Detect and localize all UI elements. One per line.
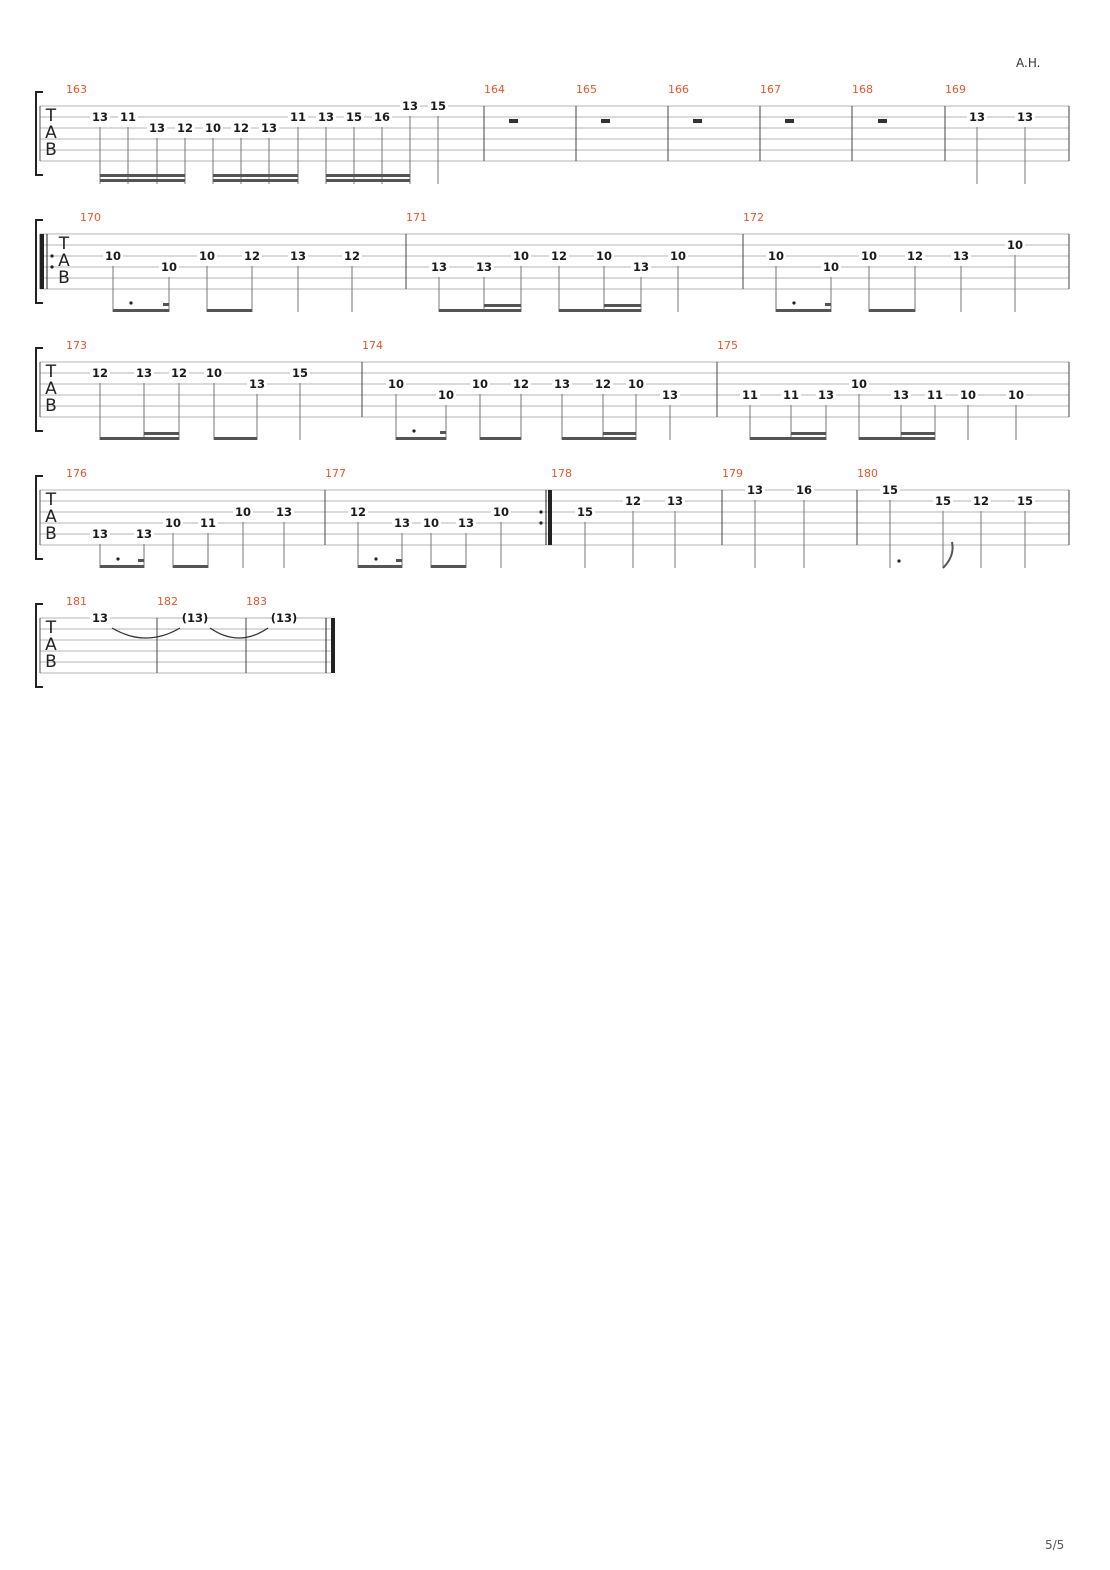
fret-number: 12 [176,121,194,135]
beam [100,565,144,568]
tab-clef-letter: A [45,379,57,399]
fret-number: 15 [1016,494,1034,508]
fret-number: 10 [767,249,785,263]
beam [603,437,636,440]
measure-number: 181 [66,595,87,608]
dotted-note-dot [374,557,377,560]
fret-number: 13 [260,121,278,135]
beam [604,304,641,307]
final-thick-bar [331,618,335,673]
fret-number: 13 [401,99,419,113]
fret-number: 10 [471,377,489,391]
fret-number: 11 [199,516,217,530]
beam [173,565,208,568]
beam-stub [138,559,144,562]
tab-clef-letter: A [45,123,57,143]
measure-number: 176 [66,467,87,480]
fret-number: 11 [119,110,137,124]
fret-number: 15 [934,494,952,508]
measure-number: 170 [80,211,101,224]
beam [144,432,179,435]
fret-number: 10 [164,516,182,530]
fret-number: 13 [317,110,335,124]
tab-clef-letter: T [45,106,57,126]
repeat-dot [539,521,542,524]
fret-number: 12 [343,249,361,263]
measure-number: 180 [857,467,878,480]
fret-number: 13 [135,366,153,380]
beam [604,309,641,312]
beam-stub [396,559,402,562]
fret-number: 10 [437,388,455,402]
repeat-dot [50,254,53,257]
fret-number: 10 [595,249,613,263]
fret-number: 12 [170,366,188,380]
tab-clef-letter: B [45,396,57,416]
fret-number: 12 [232,121,250,135]
measure-number: 177 [325,467,346,480]
beam [326,174,410,177]
tab-clef-letter: T [45,618,57,638]
dotted-note-dot [412,429,415,432]
fret-number: 11 [782,388,800,402]
beam [113,309,169,312]
fret-number: 11 [289,110,307,124]
beam [214,437,257,440]
whole-rest [601,119,610,123]
tab-clef-letter: T [45,362,57,382]
beam [100,174,185,177]
fret-number: 10 [512,249,530,263]
repeat-end-thick-bar [548,490,552,545]
repeat-start-thick-bar [40,234,44,289]
fret-number: 13 [430,260,448,274]
whole-rest [509,119,518,123]
fret-number: 16 [373,110,391,124]
tab-clef-letter: B [45,140,57,160]
tab-clef-letter: B [45,524,57,544]
measure-number: 164 [484,83,505,96]
repeat-dot [50,265,53,268]
tab-clef-letter: B [58,268,70,288]
fret-number: 12 [906,249,924,263]
fret-number: 15 [881,483,899,497]
beam [484,309,521,312]
fret-number: 13 [135,527,153,541]
dotted-note-dot [897,559,900,562]
fret-number: 13 [475,260,493,274]
measure-number: 179 [722,467,743,480]
beam [791,432,826,435]
beam [213,179,298,182]
fret-number: 11 [926,388,944,402]
fret-number: 10 [492,505,510,519]
measure-number: 163 [66,83,87,96]
tab-clef-letter: B [45,652,57,672]
whole-rest [693,119,702,123]
fret-number: 13 [952,249,970,263]
fret-number: 12 [91,366,109,380]
fret-number: 13 [248,377,266,391]
fret-number: 13 [91,527,109,541]
fret-number: 13 [817,388,835,402]
beam [144,437,179,440]
fret-number: 13 [289,249,307,263]
beam [484,304,521,307]
fret-number: 12 [624,494,642,508]
fret-number: 13 [632,260,650,274]
beam [326,179,410,182]
beam [396,437,446,440]
fret-number: 15 [345,110,363,124]
fret-number: 10 [204,121,222,135]
fret-number: 13 [746,483,764,497]
fret-number: 13 [457,516,475,530]
fret-number: 13 [91,611,109,625]
measure-number: 183 [246,595,267,608]
fret-number: 12 [349,505,367,519]
measure-number: 167 [760,83,781,96]
beam [207,309,252,312]
repeat-dot [539,510,542,513]
fret-number: 13 [1016,110,1034,124]
measure-number: 168 [852,83,873,96]
measure-number: 175 [717,339,738,352]
beam-stub [163,303,169,306]
beam [480,437,521,440]
author-credit: A.H. [1016,56,1041,70]
fret-number: 13 [968,110,986,124]
fret-number: 13 [666,494,684,508]
measure-number: 165 [576,83,597,96]
whole-rest [878,119,887,123]
fret-number: 10 [205,366,223,380]
fret-number: 12 [243,249,261,263]
fret-number: 12 [594,377,612,391]
fret-number: 10 [860,249,878,263]
fret-number: 10 [160,260,178,274]
fret-number: 10 [234,505,252,519]
tab-clef-letter: A [58,251,70,271]
fret-number: 12 [972,494,990,508]
beam [901,437,935,440]
fret-number: 15 [291,366,309,380]
fret-number: 10 [850,377,868,391]
fret-number: 13 [892,388,910,402]
fret-number: 13 [553,377,571,391]
fret-number: 15 [576,505,594,519]
note-flag [943,542,953,568]
fret-number: 10 [1007,388,1025,402]
fret-number: 13 [661,388,679,402]
fret-number: 10 [822,260,840,274]
fret-number: 10 [104,249,122,263]
fret-number: 12 [550,249,568,263]
fret-number: 13 [148,121,166,135]
beam [431,565,466,568]
beam [776,309,831,312]
tab-clef-letter: T [58,234,70,254]
measure-number: 172 [743,211,764,224]
measure-number: 166 [668,83,689,96]
fret-number: (13) [270,611,298,625]
dotted-note-dot [116,557,119,560]
fret-number: (13) [181,611,209,625]
measure-number: 182 [157,595,178,608]
fret-number: 13 [275,505,293,519]
fret-number: 16 [795,483,813,497]
beam [358,565,402,568]
tab-clef-letter: T [45,490,57,510]
fret-number: 10 [422,516,440,530]
fret-number: 13 [91,110,109,124]
fret-number: 10 [198,249,216,263]
fret-number: 10 [959,388,977,402]
fret-number: 10 [387,377,405,391]
measure-number: 174 [362,339,383,352]
whole-rest [785,119,794,123]
dotted-note-dot [792,301,795,304]
beam [213,174,298,177]
measure-number: 178 [551,467,572,480]
beam [869,309,915,312]
fret-number: 10 [669,249,687,263]
measure-number: 173 [66,339,87,352]
fret-number: 15 [429,99,447,113]
tab-clef-letter: A [45,507,57,527]
measure-number: 171 [406,211,427,224]
fret-number: 10 [627,377,645,391]
fret-number: 11 [741,388,759,402]
dotted-note-dot [129,301,132,304]
tab-clef-letter: A [45,635,57,655]
fret-number: 10 [1006,238,1024,252]
page-number: 5/5 [1045,1538,1065,1552]
beam-stub [825,303,831,306]
beam [100,179,185,182]
beam [901,432,935,435]
fret-number: 13 [393,516,411,530]
beam [791,437,826,440]
beam [603,432,636,435]
fret-number: 12 [512,377,530,391]
beam-stub [440,431,446,434]
measure-number: 169 [945,83,966,96]
